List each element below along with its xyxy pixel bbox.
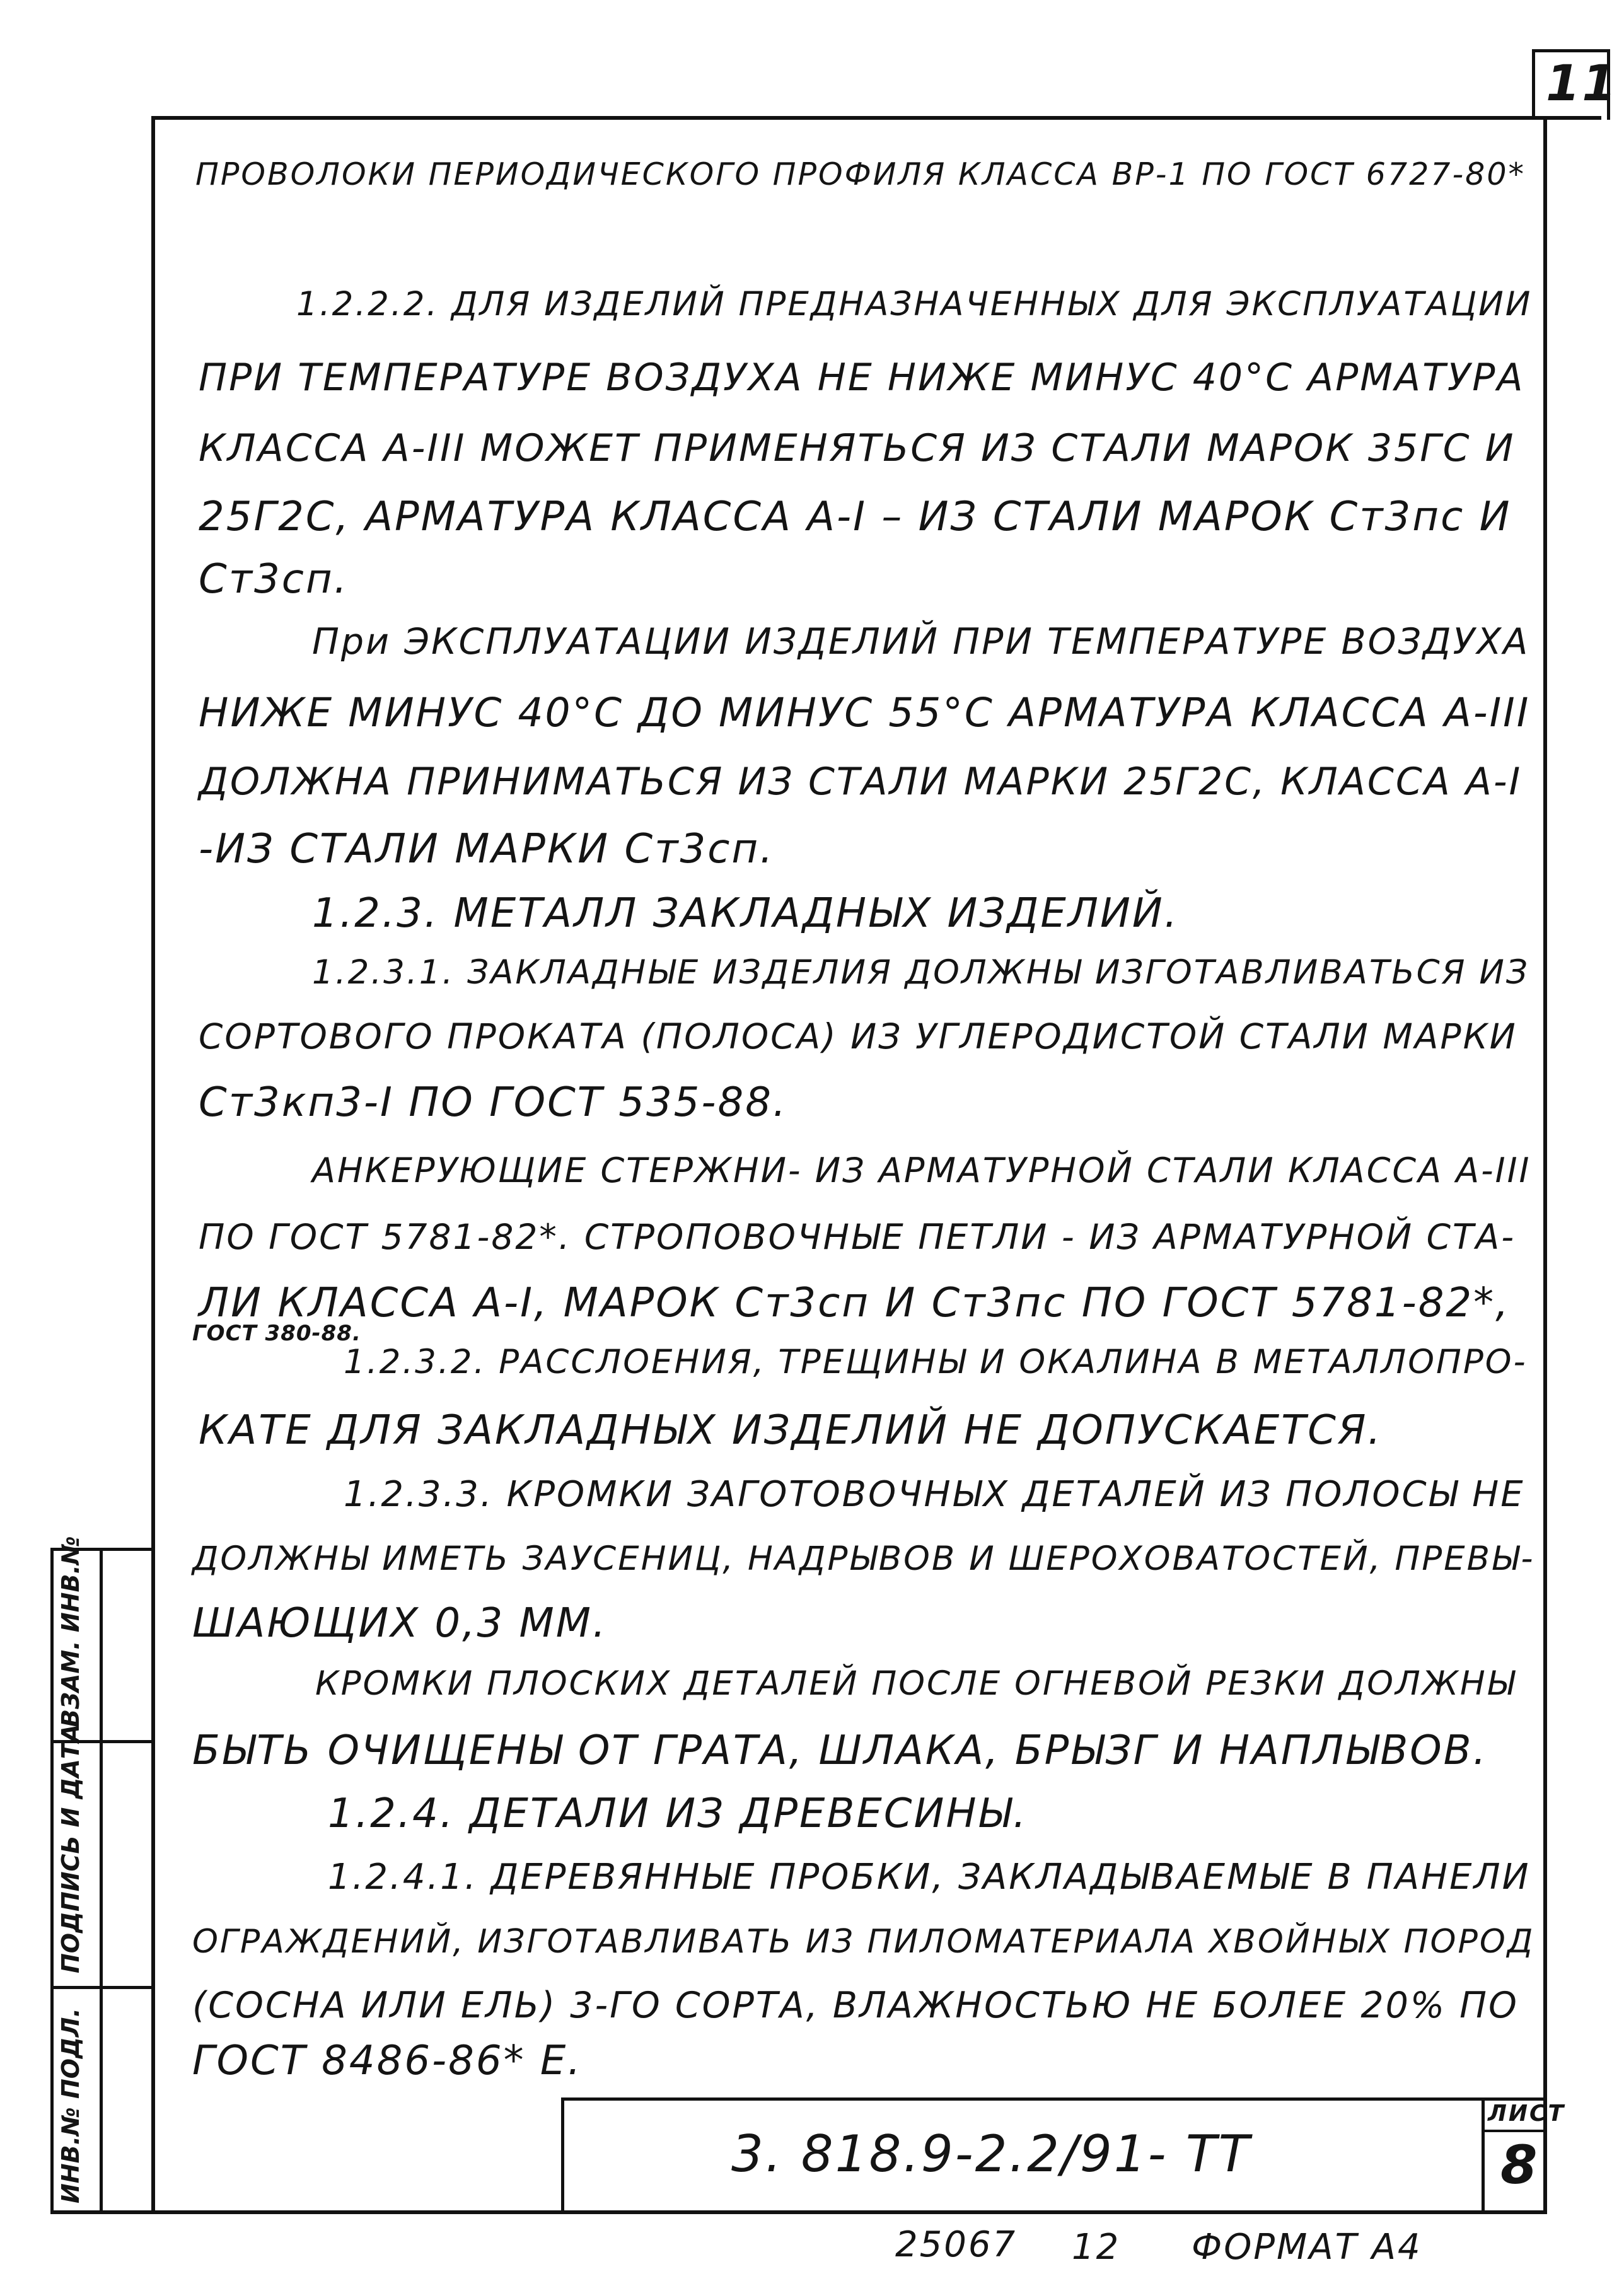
- insert-note: ГОСТ 380-88.: [192, 1321, 361, 1346]
- text-line-19: КАТЕ ДЛЯ ЗАКЛАДНЫХ ИЗДЕЛИЙ НЕ ДОПУСКАЕТСЯ.: [199, 1407, 1383, 1454]
- text-line-3: ПРИ ТЕМПЕРАТУРЕ ВОЗДУХА НЕ НИЖЕ МИНУС 40°С АРМАТУРА: [199, 356, 1525, 400]
- text-line-12: 1.2.3.1. ЗАКЛАДНЫЕ ИЗДЕЛИЯ ДОЛЖНЫ ИЗГОТАВЛИВАТЬСЯ ИЗ: [312, 953, 1529, 992]
- text-line-4: КЛАССА А-III МОЖЕТ ПРИМЕНЯТЬСЯ ИЗ СТАЛИ МАРОК 35ГС И: [199, 426, 1516, 470]
- title-block-top: [561, 2097, 1547, 2101]
- title-block-left: [561, 2097, 564, 2214]
- side-label-podpis-data: ПОДПИСЬ И ДАТА: [57, 1724, 84, 1973]
- text-line-10: -ИЗ СТАЛИ МАРКИ Ст3сп.: [199, 826, 775, 873]
- text-line-9: ДОЛЖНА ПРИНИМАТЬСЯ ИЗ СТАЛИ МАРКИ 25Г2С, КЛАССА А-I: [199, 760, 1522, 804]
- archive-number: 25067: [895, 2224, 1018, 2265]
- text-line-26: 1.2.4.1. ДЕРЕВЯННЫЕ ПРОБКИ, ЗАКЛАДЫВАЕМЫЕ В ПАНЕЛИ: [328, 1857, 1531, 1898]
- text-line-23: КРОМКИ ПЛОСКИХ ДЕТАЛЕЙ ПОСЛЕ ОГНЕВОЙ РЕЗКИ ДОЛЖНЫ: [315, 1664, 1517, 1703]
- frame-bottom: [50, 2210, 1547, 2214]
- text-line-6: Ст3сп.: [199, 556, 349, 603]
- text-line-24: БЫТЬ ОЧИЩЕНЫ ОТ ГРАТА, ШЛАКА, БРЫЗГ И НАПЛЫВОВ.: [192, 1727, 1488, 1774]
- title-block-sheet-sep: [1482, 2130, 1547, 2132]
- text-line-18: 1.2.3.2. РАССЛОЕНИЯ, ТРЕЩИНЫ И ОКАЛИНА В МЕТАЛЛОПРО-: [344, 1343, 1528, 1381]
- side-label-vzam-inv: ВЗАМ. ИНВ.№: [57, 1536, 84, 1727]
- sheet-label: ЛИСТ: [1488, 2101, 1566, 2126]
- frame-left: [151, 116, 155, 2214]
- text-line-11: 1.2.3. МЕТАЛЛ ЗАКЛАДНЫХ ИЗДЕЛИЙ.: [312, 890, 1180, 937]
- side-label-inv-podl: ИНВ.№ ПОДЛ.: [57, 2008, 84, 2203]
- stamp-left-edge: [50, 1548, 54, 2214]
- frame-right: [1543, 116, 1547, 2214]
- text-line-20: 1.2.3.3. КРОМКИ ЗАГОТОВОЧНЫХ ДЕТАЛЕЙ ИЗ ПОЛОСЫ НЕ: [344, 1474, 1525, 1515]
- format-label: ФОРМАТ А4: [1192, 2227, 1422, 2268]
- text-line-17: ЛИ КЛАССА А-I, МАРОК Ст3сп И Ст3пс ПО ГОСТ 5781-82*,: [199, 1280, 1511, 1326]
- text-line-13: СОРТОВОГО ПРОКАТА (ПОЛОСА) ИЗ УГЛЕРОДИСТОЙ СТАЛИ МАРКИ: [199, 1016, 1517, 1057]
- copy-number: 12: [1072, 2227, 1121, 2268]
- text-line-14: Ст3кп3-I ПО ГОСТ 535-88.: [199, 1079, 788, 1126]
- text-line-7: При ЭКСПЛУАТАЦИИ ИЗДЕЛИЙ ПРИ ТЕМПЕРАТУРЕ ВОЗДУХА: [312, 621, 1530, 663]
- text-line-28: (СОСНА ИЛИ ЕЛЬ) 3-ГО СОРТА, ВЛАЖНОСТЬЮ НЕ БОЛЕЕ 20% ПО: [192, 1985, 1519, 2026]
- text-line-5: 25Г2С, АРМАТУРА КЛАССА А-I – ИЗ СТАЛИ МАРОК Ст3пс И: [199, 494, 1512, 540]
- text-line-29: ГОСТ 8486-86* Е.: [192, 2038, 583, 2084]
- text-line-25: 1.2.4. ДЕТАЛИ ИЗ ДРЕВЕСИНЫ.: [328, 1790, 1028, 1837]
- text-line-8: НИЖЕ МИНУС 40°С ДО МИНУС 55°С АРМАТУРА КЛАССА А-III: [199, 690, 1531, 736]
- text-line-21: ДОЛЖНЫ ИМЕТЬ ЗАУСЕНИЦ, НАДРЫВОВ И ШЕРОХОВАТОСТЕЙ, ПРЕВЫ-: [192, 1540, 1535, 1578]
- stamp-sep-2: [50, 1986, 155, 1989]
- text-line-1: ПРОВОЛОКИ ПЕРИОДИЧЕСКОГО ПРОФИЛЯ КЛАССА ВР-1 ПО ГОСТ 6727-80*: [195, 156, 1526, 192]
- text-line-15: АНКЕРУЮЩИЕ СТЕРЖНИ- ИЗ АРМАТУРНОЙ СТАЛИ КЛАССА А-III: [312, 1151, 1531, 1190]
- text-line-22: ШАЮЩИХ 0,3 ММ.: [192, 1600, 608, 1647]
- text-line-16: ПО ГОСТ 5781-82*. СТРОПОВОЧНЫЕ ПЕТЛИ - ИЗ АРМАТУРНОЙ СТА-: [199, 1217, 1516, 1257]
- text-line-2: 1.2.2.2. ДЛЯ ИЗДЕЛИЙ ПРЕДНАЗНАЧЕННЫХ ДЛЯ ЭКСПЛУАТАЦИИ: [296, 285, 1533, 323]
- doc-code: 3. 818.9-2.2/91- ТТ: [731, 2125, 1251, 2183]
- title-block-sheet-divider: [1482, 2097, 1485, 2214]
- sheet-number: 8: [1500, 2134, 1540, 2196]
- stamp-divider: [100, 1548, 103, 2214]
- frame-top: [151, 116, 1601, 120]
- text-line-27: ОГРАЖДЕНИЙ, ИЗГОТАВЛИВАТЬ ИЗ ПИЛОМАТЕРИАЛА ХВОЙНЫХ ПОРОД: [192, 1923, 1535, 1961]
- corner-number: 11: [1546, 55, 1618, 112]
